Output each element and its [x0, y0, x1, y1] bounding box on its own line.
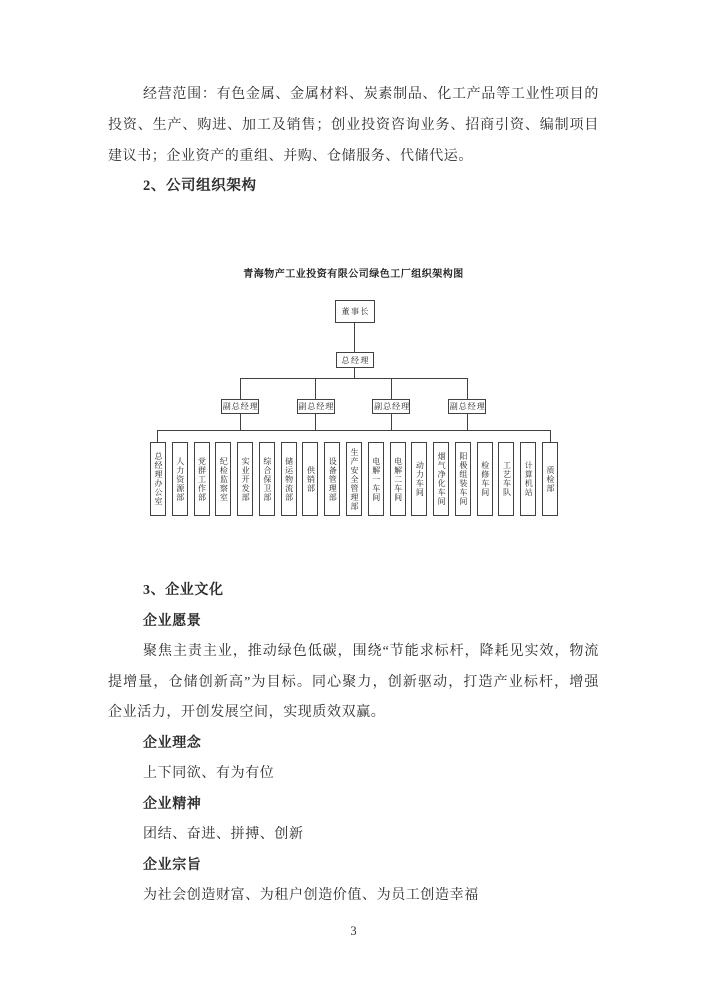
org-dept-label: 综合保卫部: [262, 456, 272, 502]
org-dept-label: 人力资源部: [175, 456, 185, 502]
org-dept-box: [477, 442, 493, 516]
connector-deputy-tick: [391, 378, 392, 399]
connector-deputy-tick: [240, 378, 241, 399]
section2-heading: 2、公司组织架构: [143, 178, 257, 194]
org-dept-label: 计算机站: [524, 461, 534, 497]
org-dept-box: [498, 442, 514, 516]
org-dept-label: 储运物流部: [284, 456, 294, 502]
vision-line: 聚焦主责主业，推动绿色低碳，围绕“节能求标杆，降耗见实效，物流: [143, 644, 599, 659]
vision-line: 企业活力，开创发展空间，实现质效双赢。: [108, 705, 386, 720]
org-deputy-box: [372, 399, 410, 414]
org-deputy-box: [297, 399, 335, 414]
intro-line: 投资、生产、购进、加工及销售；创业投资咨询业务、招商引资、编制项目: [108, 118, 599, 133]
connector-deputy-drop: [467, 414, 468, 430]
org-dept-label: 党群工作部: [197, 456, 207, 502]
org-dept-label: 生产安全管理部: [350, 447, 360, 511]
vision-line: 提增量，仓储创新高”为目标。同心聚力，创新驱动，打造产业标杆，增强: [108, 674, 599, 690]
connector-deputy-drop: [315, 414, 316, 430]
org-dept-label: 工艺车队: [502, 461, 512, 497]
philosophy-text: 上下同欲、有为有位: [143, 766, 275, 781]
page-number: 3: [350, 924, 357, 938]
org-dept-box: [281, 442, 297, 516]
org-dept-box: [411, 442, 427, 516]
org-deputy-box: [448, 399, 486, 414]
org-dept-label: 纪检监察室: [219, 456, 229, 502]
org-dept-label: 总经理办公室: [154, 452, 163, 506]
philosophy-heading: 企业理念: [143, 735, 202, 751]
culture-section: [108, 576, 599, 912]
org-deputy-label: 副总经理: [449, 402, 486, 411]
org-dept-box: [346, 442, 362, 516]
org-dept-box: [150, 442, 166, 516]
org-dept-label: 质检部: [546, 465, 556, 493]
org-dept-box: [259, 442, 275, 516]
connector-deputy-drop: [391, 414, 392, 430]
org-dept-box: [324, 442, 340, 516]
org-dept-label: 实业开发部: [241, 456, 251, 502]
org-dept-box: [302, 442, 318, 516]
org-chairman-label: 董事长: [341, 307, 370, 316]
org-dept-label: 电解二车间: [393, 456, 403, 502]
org-gm-box: [336, 352, 374, 368]
org-dept-box: [368, 442, 384, 516]
org-dept-label: 烟气净化车间: [437, 452, 447, 506]
org-dept-label: 动力车间: [415, 461, 425, 497]
org-chairman-box: [335, 300, 375, 323]
connector-dept-right-drop: [550, 430, 551, 442]
org-deputy-bus-line: [240, 378, 468, 379]
section3-heading: 3、企业文化: [143, 583, 224, 598]
org-dept-box: [455, 442, 471, 516]
connector-dept-left-drop: [157, 430, 158, 442]
org-dept-box: [194, 442, 210, 516]
org-dept-box: [172, 442, 188, 516]
intro-line: 经营范围：有色金属、金属材料、炭素制品、化工产品等工业性项目的: [143, 87, 599, 102]
org-deputy-label: 副总经理: [374, 402, 411, 411]
connector-deputy-tick: [467, 378, 468, 399]
connector-chairman-gm: [354, 323, 355, 352]
org-deputy-label: 副总经理: [298, 402, 335, 411]
connector-gm-bus: [354, 368, 355, 378]
org-dept-box: [390, 442, 406, 516]
org-deputy-label: 副总经理: [222, 402, 259, 411]
spirit-text: 团结、奋进、拼搏、创新: [143, 827, 304, 842]
org-dept-box: [520, 442, 536, 516]
org-dept-label: 设备管理部: [328, 456, 338, 502]
org-dept-box: [433, 442, 449, 516]
org-dept-label: 电解一车间: [371, 456, 381, 502]
intro-line: 建议书；企业资产的重组、并购、仓储服务、代储代运。: [108, 149, 473, 164]
org-deputy-box: [221, 399, 259, 414]
connector-deputy-drop: [240, 414, 241, 430]
purpose-text: 为社会创造财富、为租户创造价值、为员工创造幸福: [143, 888, 479, 903]
org-dept-box: [542, 442, 558, 516]
org-dept-box: [215, 442, 231, 516]
purpose-heading: 企业宗旨: [143, 857, 202, 873]
org-dept-box: [237, 442, 253, 516]
org-dept-label: 检修车间: [480, 461, 490, 497]
org-dept-label: 供销部: [306, 465, 316, 493]
connector-deputy-tick: [315, 378, 316, 399]
org-gm-label: 总经理: [341, 355, 370, 365]
intro-paragraph: [108, 79, 599, 172]
spirit-heading: 企业精神: [143, 796, 202, 812]
org-chart-title: 青海物产工业投资有限公司绿色工厂组织架构图: [243, 269, 464, 280]
org-dept-bus-line: [157, 430, 551, 431]
vision-heading: 企业愿景: [143, 613, 202, 629]
org-dept-label: 阳极组装车间: [458, 452, 468, 506]
